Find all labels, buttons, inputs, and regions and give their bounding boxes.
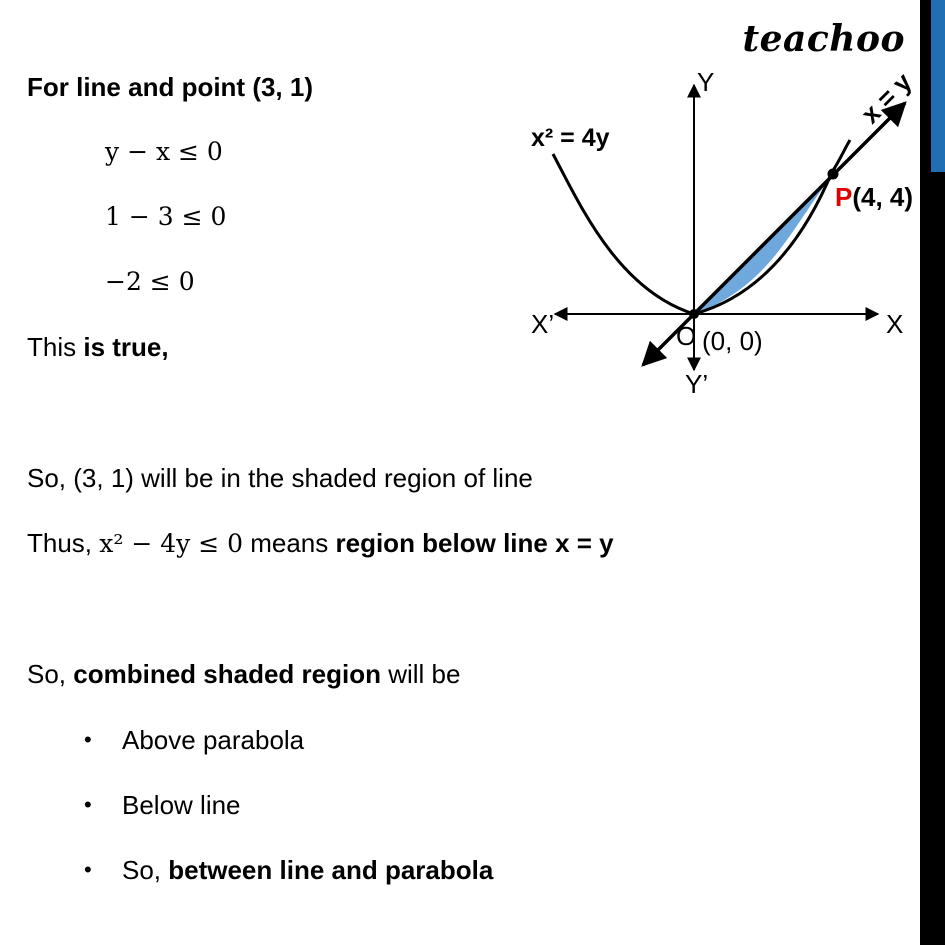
bullet-dot: • bbox=[84, 727, 92, 752]
bullet-dot: • bbox=[84, 792, 92, 817]
y-axis-label: Y bbox=[697, 67, 715, 97]
point-label: P(4, 4) bbox=[835, 182, 914, 212]
step-2: 1 − 3 ≤ 0 bbox=[105, 202, 227, 231]
origin-label: O bbox=[676, 321, 697, 351]
bullet-dot: • bbox=[84, 857, 92, 882]
line-label: x = y bbox=[855, 66, 918, 130]
origin-point bbox=[689, 309, 699, 319]
x-neg-axis-label: X’ bbox=[531, 309, 555, 339]
thus-text: Thus, x² − 4y ≤ 0 means region below line x = y bbox=[27, 528, 614, 558]
parabola-curve bbox=[553, 140, 850, 314]
bullet-item: So, between line and parabola bbox=[122, 855, 494, 885]
bullet-item: Below line bbox=[122, 790, 241, 820]
right-edge-accent bbox=[931, 0, 945, 172]
step-1: y − x ≤ 0 bbox=[105, 137, 223, 166]
step-3: −2 ≤ 0 bbox=[105, 267, 195, 296]
conclusion: This is true, bbox=[27, 332, 169, 362]
brand-logo: teachoo bbox=[742, 18, 905, 60]
y-neg-axis-label: Y’ bbox=[685, 369, 709, 399]
parabola-label: x² = 4y bbox=[531, 124, 610, 152]
bullet-item: Above parabola bbox=[122, 725, 305, 755]
intersection-point bbox=[828, 169, 839, 180]
inequality: x² − 4y ≤ 0 bbox=[99, 529, 243, 558]
so-line-text: So, (3, 1) will be in the shaded region of line bbox=[27, 463, 533, 493]
x-axis-label: X bbox=[886, 309, 904, 339]
combined-text: So, combined shaded region will be bbox=[27, 659, 461, 689]
graph bbox=[520, 60, 930, 430]
origin-coords: (0, 0) bbox=[702, 326, 763, 356]
heading: For line and point (3, 1) bbox=[27, 72, 313, 102]
